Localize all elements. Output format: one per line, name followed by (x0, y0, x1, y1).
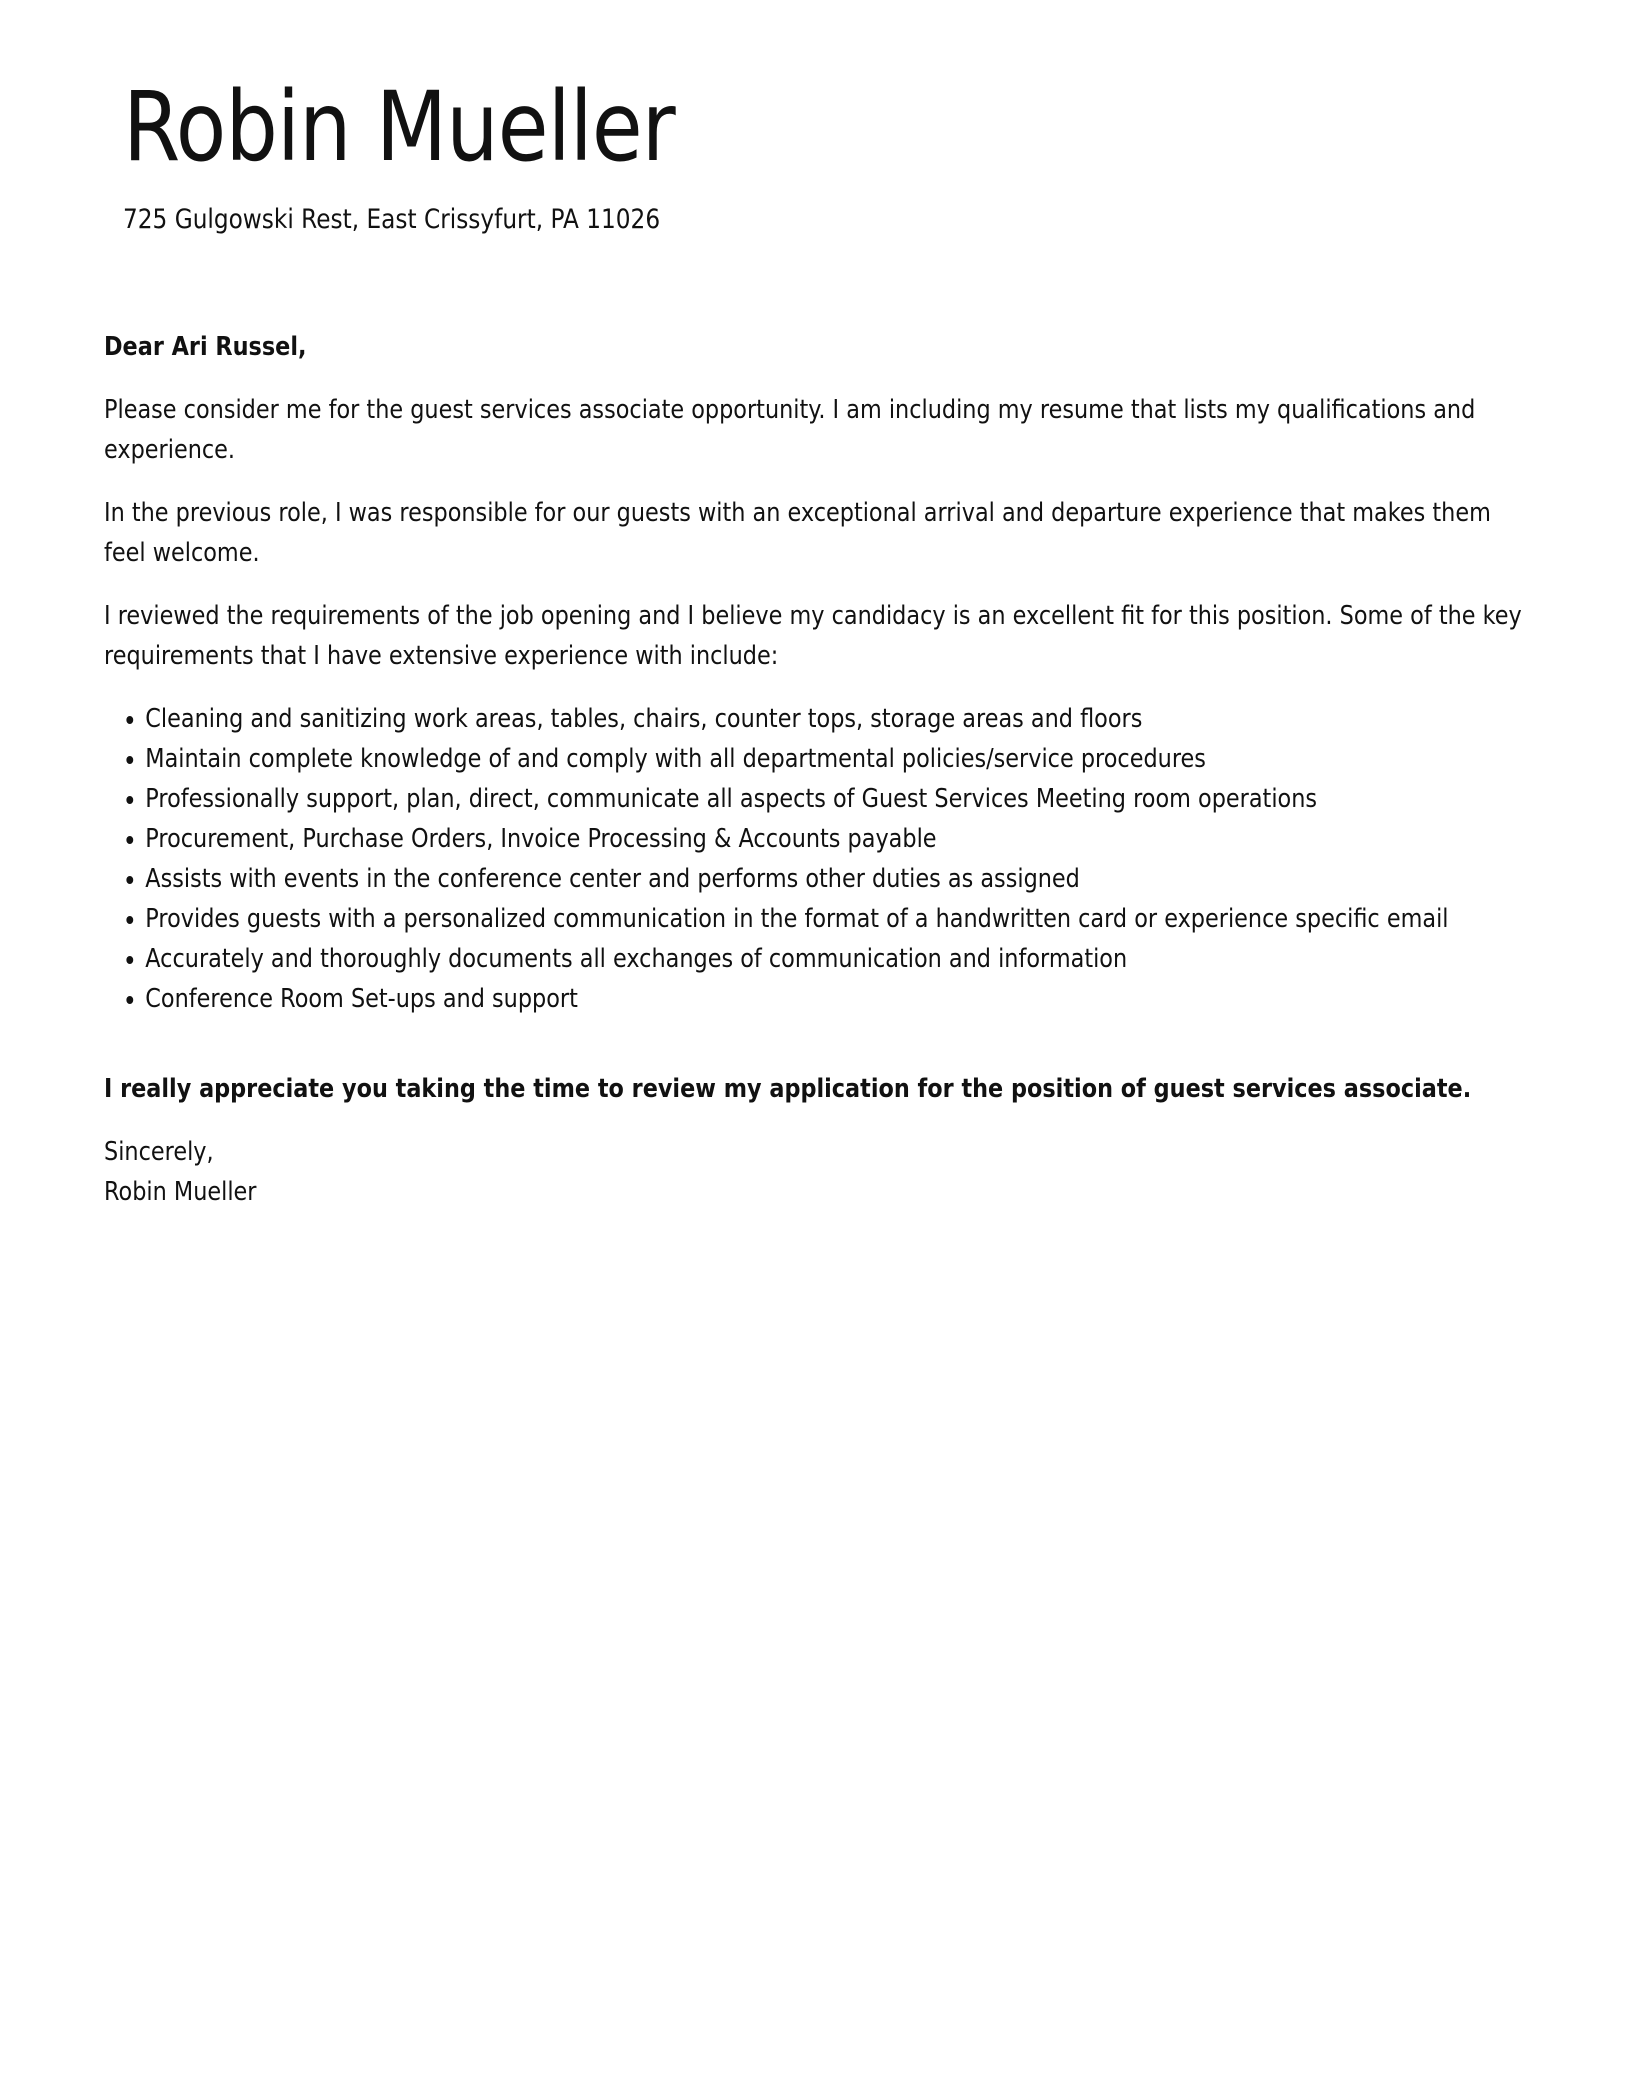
list-item: • Conference Room Set-ups and support (145, 979, 1480, 1019)
list-item: • Provides guests with a personalized communication in the format of a handwritten card or experience specific email (145, 899, 1480, 939)
sender-address: 725 Gulgowski Rest, East Crissyfurt, PA 11026 (123, 204, 661, 235)
signoff: Sincerely, (104, 1137, 214, 1167)
list-item: • Assists with events in the conference center and performs other duties as assigned (145, 859, 1480, 899)
signature: Robin Mueller (104, 1177, 257, 1207)
list-item: • Accurately and thoroughly documents all exchanges of communication and information (145, 939, 1480, 979)
list-item: • Professionally support, plan, direct, communicate all aspects of Guest Services Meeting room operations (145, 779, 1480, 819)
letter-header (123, 72, 765, 238)
letter-body (104, 327, 1522, 1212)
sender-name: Robin Mueller (123, 71, 675, 183)
paragraph-previous-role: In the previous role, I was responsible for our guests with an exceptional arrival and departure experience that makes them feel welcome. (104, 498, 1491, 568)
requirements-list (104, 699, 1480, 1019)
list-item: • Procurement, Purchase Orders, Invoice Processing & Accounts payable (145, 819, 1480, 859)
salutation: Dear Ari Russel, (104, 332, 307, 362)
paragraph-intro: Please consider me for the guest services associate opportunity. I am including my resume that lists my qualifications and experience. (104, 395, 1476, 465)
list-item: • Cleaning and sanitizing work areas, tables, chairs, counter tops, storage areas and floors (145, 699, 1480, 739)
closing-statement: I really appreciate you taking the time to review my application for the position of guest services associate. (104, 1074, 1472, 1104)
list-item: • Maintain complete knowledge of and comply with all departmental policies/service procedures (145, 739, 1480, 779)
paragraph-requirements: I reviewed the requirements of the job opening and I believe my candidacy is an excellent fit for this position. Some of the key requirements that I have extensive experience with include: (104, 601, 1522, 671)
